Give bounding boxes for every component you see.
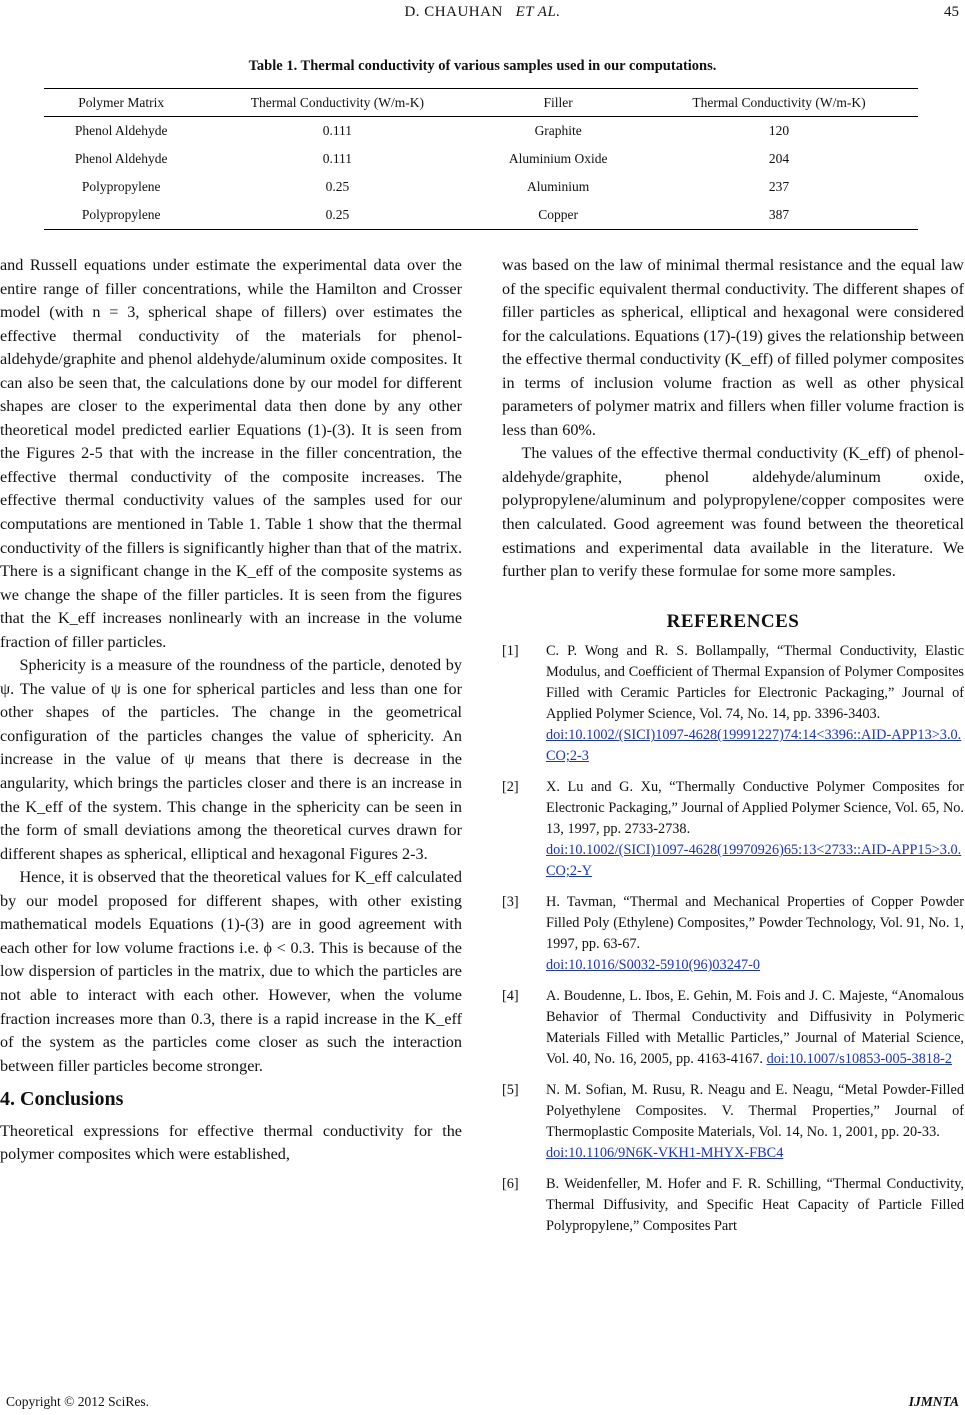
reference-doi-link[interactable]: doi:10.1007/s10853-005-3818-2 — [766, 1051, 953, 1068]
table-cell: Polypropylene — [44, 201, 198, 230]
body-paragraph: Sphericity is a measure of the roundness of the particle, denoted by ψ. The value of ψ is one for spherical particles and less than one for other shapes of the particles. The change in the geometrical configuration of the particles changes the value of sphericity. An increase in the value of ψ means that there is decrease in the angularity, which brings the particles closer and there is an increase in the K_eff of the system. This change in the sphericity can be seen in the form of small deviations among the theoretical curves drawn for different shapes as spherical, elliptical and hexagonal Figures 2-3. — [0, 656, 462, 863]
body-paragraph: Theoretical expressions for effective thermal conductivity for the polymer composites which were established, — [0, 1121, 462, 1164]
reference-text: C. P. Wong and R. S. Bollampally, “Thermal Conductivity, Elastic Modulus, and Coefficient of Thermal Expansion of Polymer Composites Filled with Ceramic Particles for Electronic Packaging,” Journal of Applied Polymer Science, Vol. 74, No. 14, pp. 3396-3403. — [546, 643, 964, 723]
table-cell: 237 — [768, 179, 790, 194]
table-cell: Phenol Aldehyde — [74, 123, 168, 138]
table-row — [44, 117, 918, 146]
section-heading-conclusions: 4. Conclusions — [0, 1088, 124, 1111]
col-header-matrix-conductivity: Thermal Conductivity (W/m-K) — [198, 89, 476, 117]
body-paragraph: Hence, it is observed that the theoretical values for K_eff calculated by our model proposed for different shapes, with other existing mathematical models Equations (1)-(3) are in good agreement with each other for low volume fractions i.e. ϕ < 0.3. This is because of the low dispersion of particles in the matrix, due to which the particles are not able to interact with each other. However, when the volume fraction increases more than 0.3, there is a rapid increase in the K_eff of the system as the particles come closer as such the interaction between filler particles become stronger. — [0, 868, 462, 1075]
running-header-authors — [0, 4, 965, 21]
reference-doi-link[interactable]: doi:10.1016/S0032-5910(96)03247-0 — [546, 957, 761, 974]
table-cell: Copper — [476, 201, 640, 230]
header-etal: ET AL. — [515, 4, 561, 20]
journal-abbreviation: IJMNTA — [908, 1394, 959, 1409]
table-header-row — [44, 89, 918, 117]
reference-item — [502, 986, 964, 1070]
conductivity-table — [44, 88, 918, 230]
col-header-filler-conductivity: Thermal Conductivity (W/m-K) — [640, 89, 918, 117]
table-cell: Aluminium — [527, 179, 590, 194]
body-paragraph: The values of the effective thermal conductivity (K_eff) of phenol-aldehyde/graphite, phenol aldehyde/aluminum oxide, polypropylene/aluminum and polypropylene/copper composites were then calculated. Good agreement was found between the theoretical estimations and experimental data available in the literature. We further plan to verify these formulae for some more samples. — [502, 444, 964, 581]
reference-doi-link[interactable]: doi:10.1002/(SICI)1097-4628(19991227)74:14<3396::AID-APP13>3.0.CO;2-3 — [546, 727, 962, 765]
table-cell: Aluminium Oxide — [508, 151, 608, 166]
reference-number: [6] — [502, 1176, 519, 1193]
page-number: 45 — [944, 4, 959, 20]
table-cell: 0.25 — [198, 201, 476, 230]
table-cell: 0.25 — [325, 179, 350, 194]
reference-doi-link[interactable]: doi:10.1002/(SICI)1097-4628(19970926)65:13<2733::AID-APP15>3.0.CO;2-Y — [546, 842, 962, 880]
col-header-filler: Filler — [476, 89, 640, 117]
table-row — [44, 173, 918, 201]
col-header-polymer-matrix: Polymer Matrix — [44, 89, 198, 117]
reference-number: [1] — [502, 643, 519, 660]
reference-text: A. Boudenne, L. Ibos, E. Gehin, M. Fois and J. C. Majeste, “Anomalous Behavior of Thermal Conductivity and Diffusivity in Polymeric Materials Filled with Metallic Particles,” Journal of Material Science, Vol. 40, No. 16, 2005, pp. 4163-4167. — [546, 988, 964, 1068]
references-heading: REFERENCES — [666, 610, 800, 632]
reference-number: [2] — [502, 779, 519, 796]
table-cell: 0.111 — [322, 151, 353, 166]
reference-number: [5] — [502, 1082, 519, 1099]
running-header — [0, 4, 965, 26]
reference-item — [502, 1080, 964, 1164]
reference-item — [502, 641, 964, 767]
body-paragraph: and Russell equations under estimate the experimental data over the entire range of filler concentrations, while the Hamilton and Crosser model (with n = 3, spherical shape of fillers) over estimates the effective thermal conductivity of the materials for phenol-aldehyde/graphite and phenol aldehyde/aluminum oxide composites. It can also be seen that, the calculations done by our model for different shapes are closer to the experimental data then done by any other theoretical model predicted earlier Equations (1)-(3). It is seen from the Figures 2-5 that with the increase in the filler concentration, the effective thermal conductivity of the composite increases. The effective thermal conductivity values of the samples used for our computations are mentioned in Table 1. Table 1 show that the thermal conductivity of the fillers is significantly higher than that of the matrix. There is a significant change in the K_eff of the composite systems as we change the shape of the filler particles. It is seen from the figures that the K_eff increases nonlinearly with an increase in the volume fraction of filler particles. — [0, 256, 462, 651]
table-cell: Phenol Aldehyde — [74, 151, 168, 166]
reference-item — [502, 777, 964, 882]
table-cell: 0.111 — [322, 123, 353, 138]
reference-number: [3] — [502, 894, 519, 911]
reference-text: X. Lu and G. Xu, “Thermally Conductive Polymer Composites for Electronic Packaging,” Journal of Applied Polymer Science, Vol. 65, No. 13, 1997, pp. 2733-2738. — [546, 779, 964, 838]
table-cell: 204 — [768, 151, 790, 166]
table-cell: 120 — [768, 123, 790, 138]
reference-text: N. M. Sofian, M. Rusu, R. Neagu and E. Neagu, “Metal Powder-Filled Polyethylene Composites. V. Thermal Properties,” Journal of Thermoplastic Composite Materials, Vol. 14, No. 1, 2001, pp. 20-33. — [546, 1082, 964, 1141]
table-cell: Polypropylene — [81, 179, 161, 194]
header-author: D. CHAUHAN — [404, 4, 503, 20]
table-cell: Graphite — [534, 123, 582, 138]
reference-number: [4] — [502, 988, 519, 1005]
reference-item — [502, 892, 964, 976]
table-cell: 387 — [640, 201, 918, 230]
reference-text: H. Tavman, “Thermal and Mechanical Properties of Copper Powder Filled Poly (Ethylene) Composites,” Powder Technology, Vol. 91, No. 1, 1997, pp. 63-67. — [546, 894, 964, 953]
reference-text: B. Weidenfeller, M. Hofer and F. R. Schilling, “Thermal Conductivity, Thermal Diffusivity, and Specific Heat Capacity of Particle Filled Polypropylene,” Composites Part — [546, 1176, 964, 1235]
table-row — [44, 201, 918, 230]
left-column — [0, 254, 462, 1167]
table-row — [44, 145, 918, 173]
reference-item — [502, 1174, 964, 1237]
reference-doi-link[interactable]: doi:10.1106/9N6K-VKH1-MHYX-FBC4 — [546, 1145, 784, 1162]
copyright-notice: Copyright © 2012 SciRes. — [6, 1394, 150, 1409]
table-caption: Table 1. Thermal conductivity of various samples used in our computations. — [248, 58, 717, 74]
right-column — [502, 254, 964, 1247]
body-paragraph: was based on the law of minimal thermal resistance and the equal law of the specific equivalent thermal conductivity. The different shapes of filler particles as spherical, elliptical and hexagonal were considered for the calculations. Equations (17)-(19) gives the relationship between the effective thermal conductivity (K_eff) of filled polymer composites in terms of inclusion volume fraction as well as other physical parameters of polymer matrix and fillers when filler volume fraction is less than 60%. — [502, 256, 964, 439]
